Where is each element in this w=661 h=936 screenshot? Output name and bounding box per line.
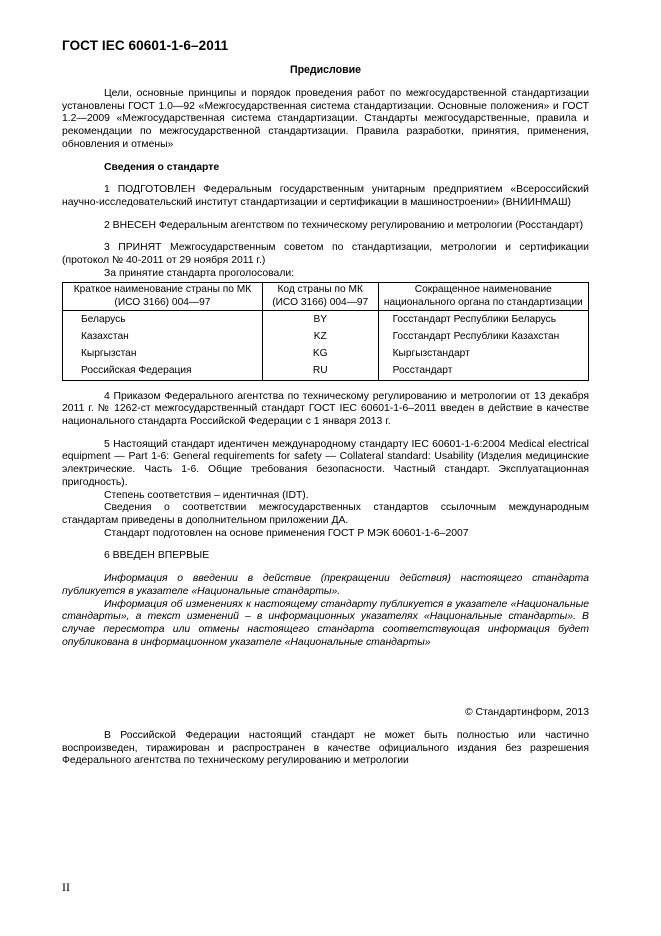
item-2-submitted: 2 ВНЕСЕН Федеральным агентством по техническому регулированию и метрологии (Росстандарт) <box>104 219 584 231</box>
item-1-prepared: 1 ПОДГОТОВЛЕН Федеральным государственным унитарным предприятием «Всероссийский научно-исследовательский институт стандартизации и сертификации в машиностроении» (ВНИИНМАШ) <box>62 184 589 208</box>
body-cell: Госстандарт Республики Беларусь <box>378 310 588 328</box>
table-row <box>63 328 589 345</box>
page-number: II <box>62 880 70 894</box>
foreword-intro: Цели, основные принципы и порядок проведения работ по межгосударственной стандартизации установлены ГОСТ 1.0—92 «Межгосударственная система стандартизации. Основные положения» и ГОСТ 1.2—2009 «Межгосударственная система стандартизации. Стандарты межгосударственные, правила и рекомендации по межгосударственной стандартизации. Правила разработки, принятия, применения, обновления и отмены» <box>62 88 589 150</box>
notice-introduction: Информация о введении в действие (прекращении действия) настоящего стандарта публикуется в указателе «Национальные стандарты». <box>62 573 589 597</box>
table-row <box>63 310 589 328</box>
header-code: Код страны по МК (ИСО 3166) 004—97 <box>262 283 378 310</box>
copyright: © Стандартинформ, 2013 <box>464 707 589 719</box>
legal-notice: В Российской Федерации настоящий стандарт не может быть полностью или частично воспроизведен, тиражирован и распространен в качестве официального издания без разрешения Федерального агентства по техническому регулированию и метрологии <box>62 730 589 767</box>
item-5-refs: Сведения о соответствии межгосударственных стандартов ссылочным международным стандартам приведены в дополнительном приложении ДА. <box>62 502 589 526</box>
item-3-adopted: 3 ПРИНЯТ Межгосударственным советом по стандартизации, метрологии и сертификации (протокол № 40-2011 от 29 ноября 2011 г.) <box>62 242 589 267</box>
body-cell: Росстандарт <box>378 362 588 380</box>
country-cell: Кыргызстан <box>63 345 263 362</box>
country-cell: Беларусь <box>63 310 263 328</box>
standard-id-header: ГОСТ IEC 60601-1-6–2011 <box>62 38 229 53</box>
table-row <box>63 345 589 362</box>
header-body: Сокращенное наименование национального органа по стандартизации <box>378 283 588 310</box>
vote-table <box>62 282 589 380</box>
header-country: Краткое наименование страны по МК (ИСО 3166) 004—97 <box>63 283 263 310</box>
vote-table-header <box>63 283 589 310</box>
item-6-first: 6 ВВЕДЕН ВПЕРВЫЕ <box>104 550 210 562</box>
notice-changes: Информация об изменениях к настоящему стандарту публикуется в указателе «Национальные стандарты», а текст изменений – в информационных указателях «Национальные стандарты». В случае пересмотра или отмены настоящего стандарта соответствующая информация будет опубликована в информационном указателе «Национальные стандарты» <box>62 598 589 648</box>
item-5-basis: Стандарт подготовлен на основе применения ГОСТ Р МЭК 60601-1-6–2007 <box>104 527 469 539</box>
country-cell: Казахстан <box>63 328 263 345</box>
item-5-identical: 5 Настоящий стандарт идентичен международному стандарту IEC 60601-1-6:2004 Medical electrical equipment — Part 1-6: General requirements for safety — Collateral standard: Usability (Изделия медицинские электрические. Часть 1-6. Общие требования безопасности. Частный стандарт. Эксплуатационная пригодность). <box>62 438 589 488</box>
code-cell: KZ <box>262 328 378 345</box>
item-5-degree: Степень соответствия – идентичная (IDT). <box>104 489 309 501</box>
code-cell: BY <box>262 310 378 328</box>
info-title: Сведения о стандарте <box>104 161 220 173</box>
table-row <box>63 362 589 380</box>
foreword-section <box>62 64 589 768</box>
code-cell: RU <box>262 362 378 380</box>
country-cell: Российская Федерация <box>63 362 263 380</box>
body-cell: Госстандарт Республики Казахстан <box>378 328 588 345</box>
code-cell: KG <box>262 345 378 362</box>
item-4-order: 4 Приказом Федерального агентства по техническому регулированию и метрологии от 13 декабря 2011 г. № 1262-ст межгосударственный стандарт ГОСТ IEC 60601-1-6–2011 введен в действие в качестве национального стандарта Российской Федерации с 1 января 2013 г. <box>62 390 589 428</box>
body-cell: Кыргызстандарт <box>378 345 588 362</box>
vote-intro: За принятие стандарта проголосовали: <box>104 267 295 279</box>
foreword-title: Предисловие <box>289 64 362 76</box>
